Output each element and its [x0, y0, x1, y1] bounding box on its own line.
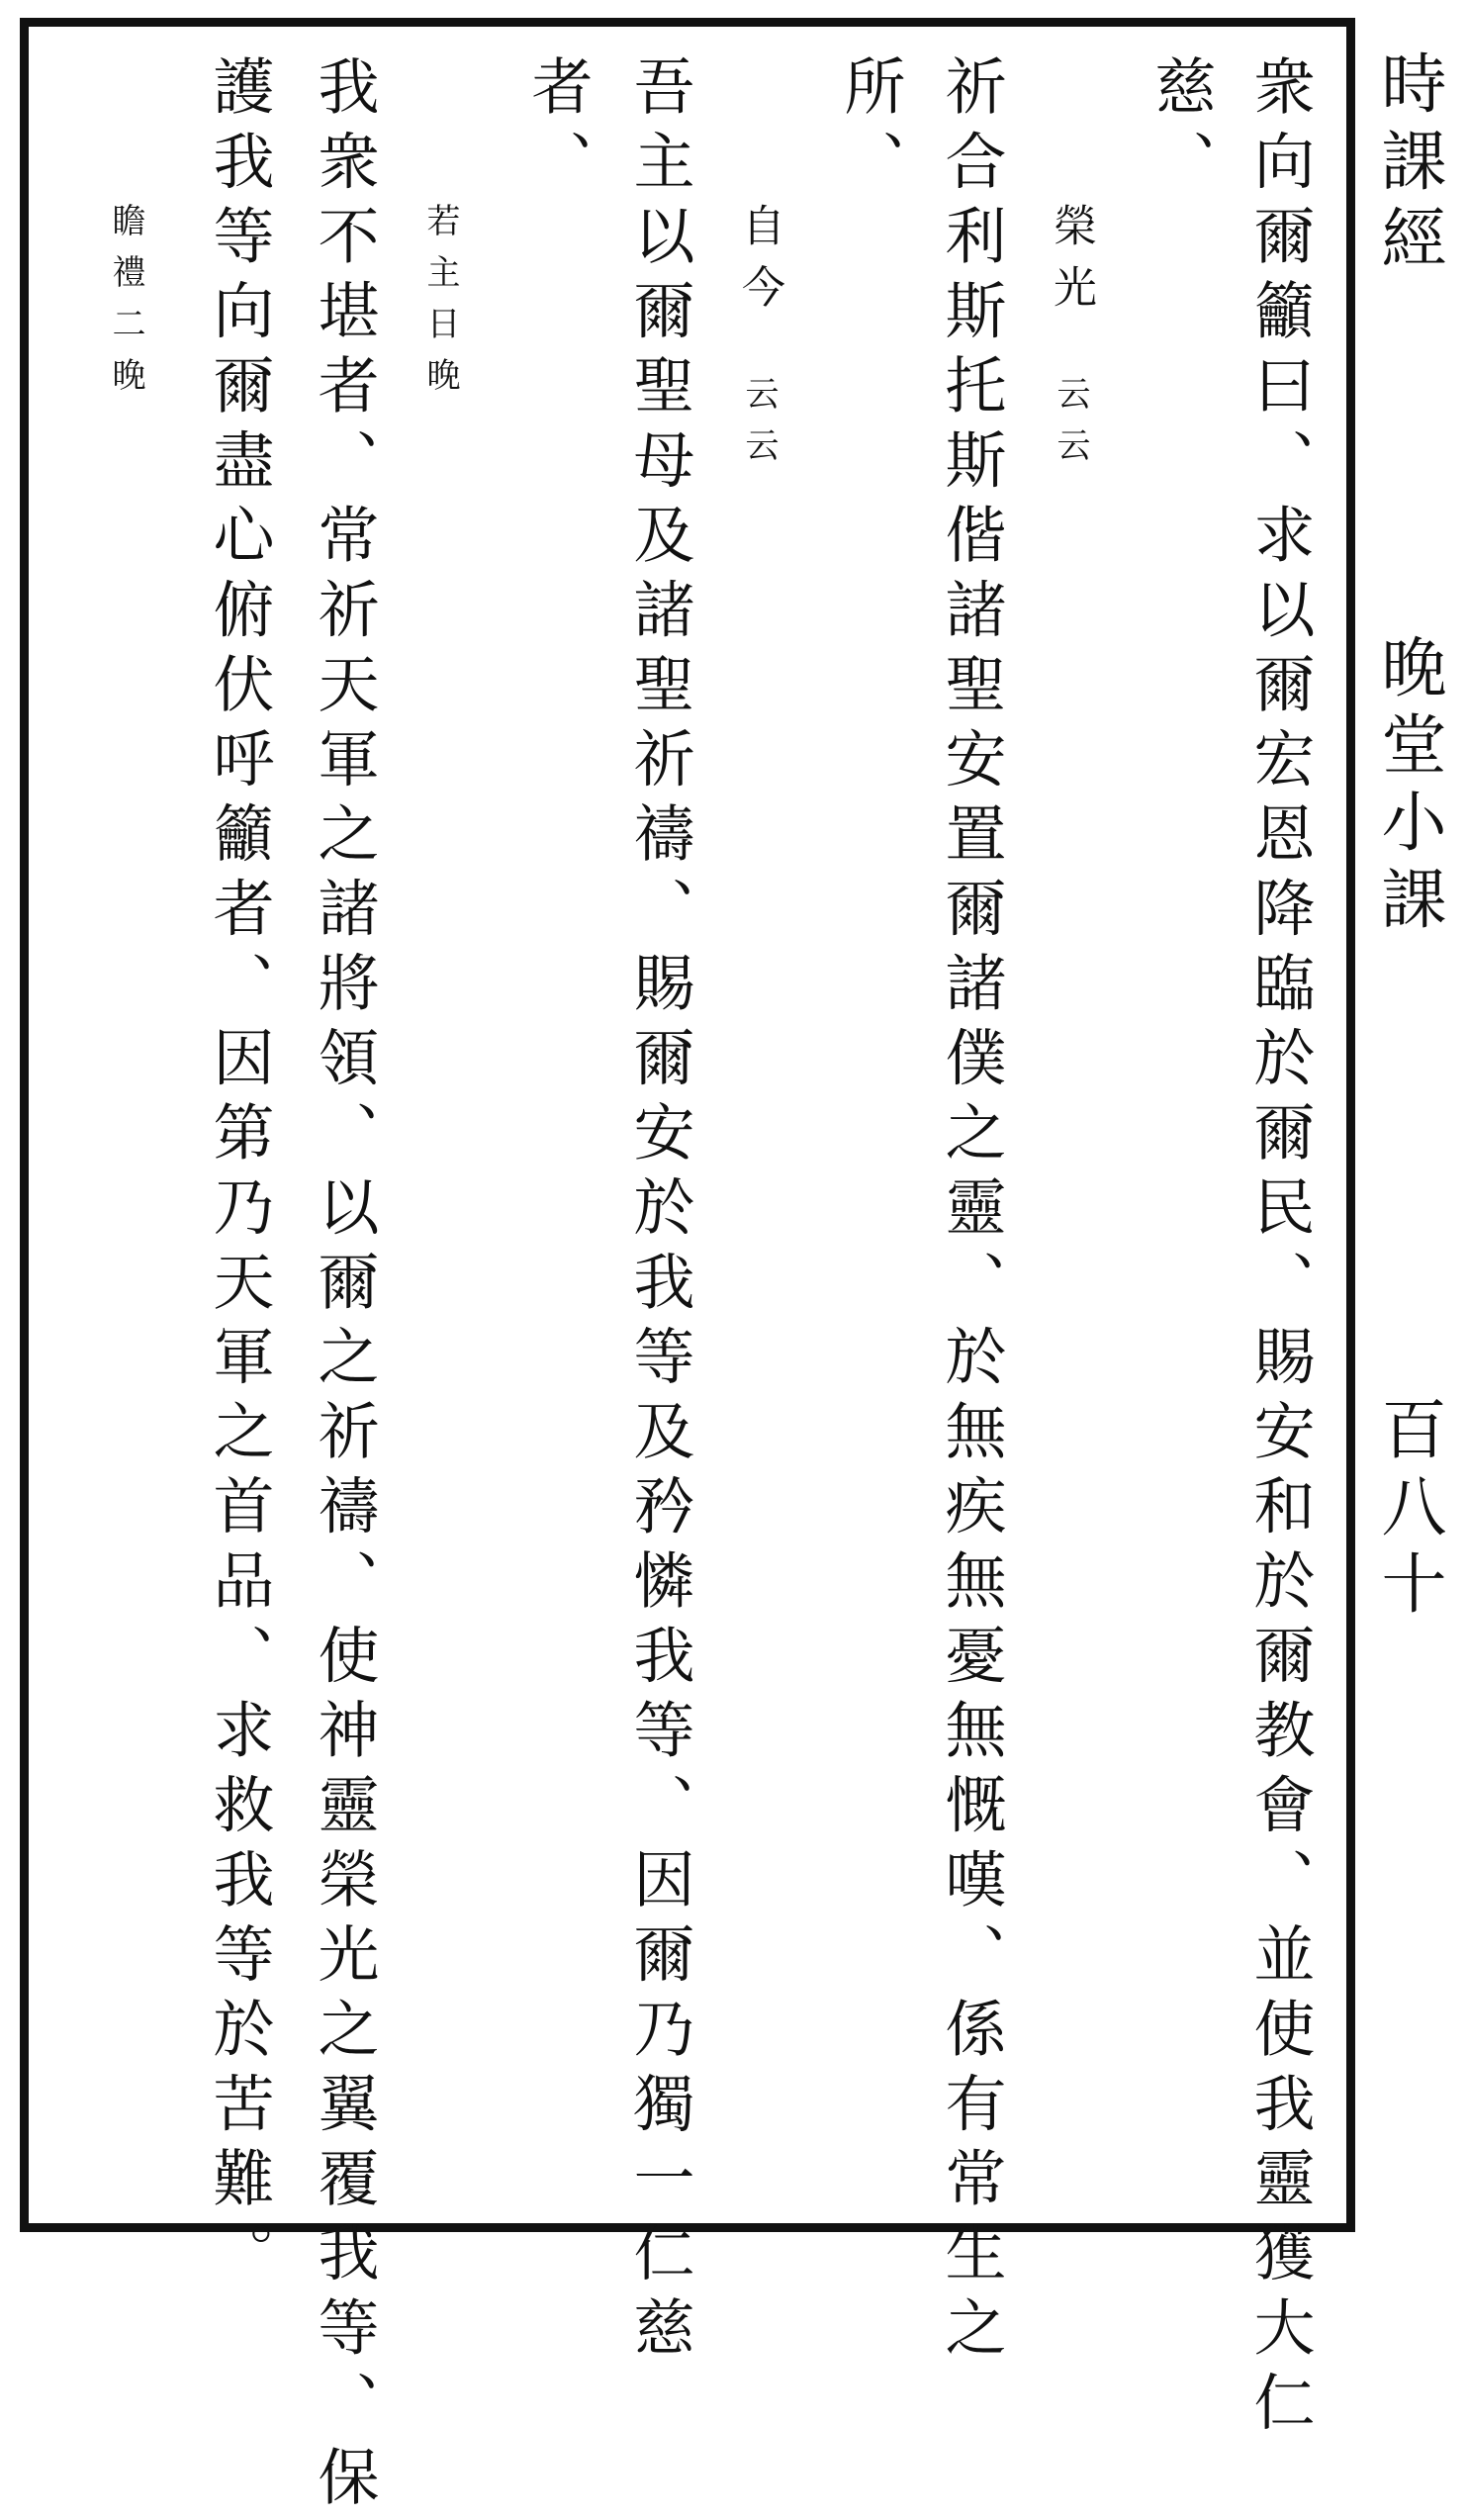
- rubric-glory: 榮光: [1046, 203, 1096, 326]
- text-column-2: 慈、: [1145, 54, 1217, 204]
- section-title: 晚堂小課: [1370, 633, 1446, 942]
- text-column-8: 者、: [521, 54, 594, 204]
- rubric-now: 自今: [734, 203, 784, 326]
- rubric-monday-evening: 瞻禮二晚: [106, 203, 145, 409]
- text-column-1: 衆向爾籲曰、求以爾宏恩降臨於爾民、賜安和於爾教會、並使我靈獲大仁: [1243, 54, 1316, 2445]
- text-column-5: 所、: [834, 54, 906, 204]
- book-title: 時課經: [1370, 49, 1446, 281]
- rubric-sunday-evening: 若主日晚: [420, 203, 460, 409]
- rubric-now-etc: 云云: [739, 376, 779, 479]
- text-column-4: 祈合利斯托斯偕諸聖安置爾諸僕之靈、於無疾無憂無慨嘆、係有常生之: [935, 54, 1007, 2371]
- text-column-7: 吾主以爾聖母及諸聖祈禱、賜爾安於我等及矜憐我等、因爾乃獨一仁慈: [623, 54, 695, 2371]
- text-column-10: 我衆不堪者、常祈天軍之諸將領、以爾之祈禱、使神靈榮光之翼覆我等、保: [308, 54, 380, 2520]
- text-column-11: 護我等向爾盡心俯伏呼籲者、因第乃天軍之首品、求救我等於苦難。: [203, 54, 275, 2295]
- rubric-glory-etc: 云云: [1051, 376, 1090, 479]
- page-number: 百八十: [1370, 1395, 1446, 1627]
